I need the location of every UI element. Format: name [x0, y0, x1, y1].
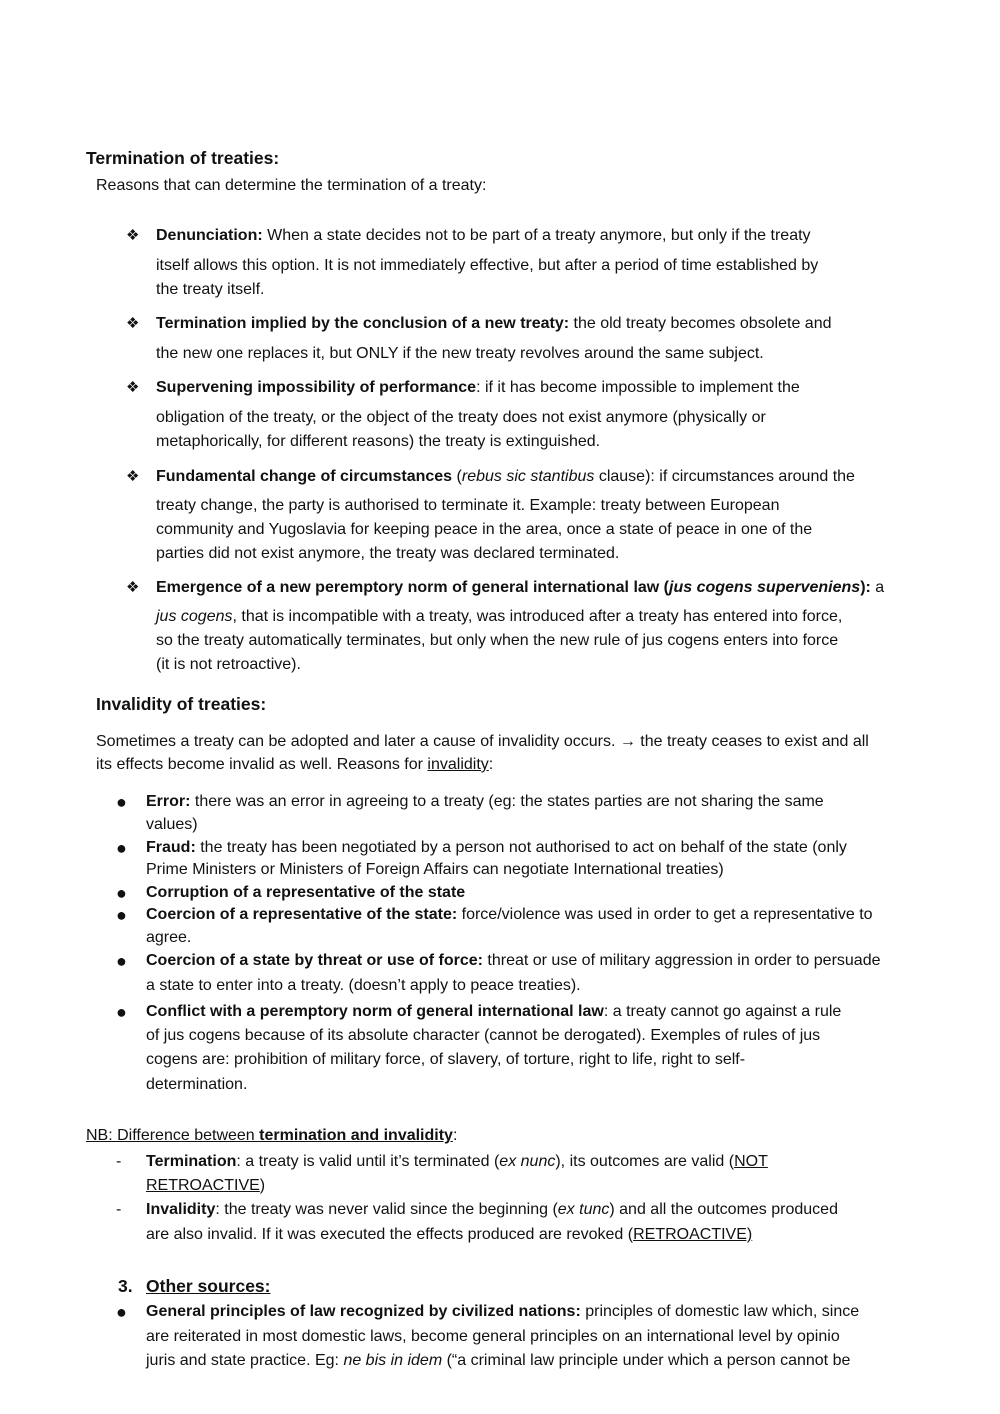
jus-cogens-line-3: so the treaty automatically terminates, but only when the new rule of jus cogens enters into force — [156, 632, 839, 649]
corruption-line-1: Corruption of a representative of the state — [146, 884, 466, 901]
round-bullet-icon: ● — [116, 1002, 127, 1022]
round-bullet-icon: ● — [116, 792, 127, 812]
round-bullet-icon: ● — [116, 838, 127, 858]
coercion-representative-line-1: Coercion of a representative of the state: force/violence was used in order to get a representative to — [146, 906, 873, 923]
nb-invalidity-line-2: are also invalid. If it was executed the effects produced are revoked (RETROACTIVE) — [146, 1226, 753, 1243]
round-bullet-icon: ● — [116, 1302, 127, 1322]
invalidity-intro-line-2: its effects become invalid as well. Reasons for invalidity: — [96, 756, 494, 773]
round-bullet-icon: ● — [116, 951, 127, 971]
termination-heading: Termination of treaties: — [86, 148, 280, 168]
change-circumstances-line-1: Fundamental change of circumstances (rebus sic stantibus clause): if circumstances around the — [156, 468, 855, 485]
invalidity-heading: Invalidity of treaties: — [96, 694, 267, 714]
diamond-bullet-icon: ❖ — [126, 315, 140, 332]
diamond-bullet-icon: ❖ — [126, 468, 140, 485]
coercion-state-line-1: Coercion of a state by threat or use of force: threat or use of military aggression in order to persuade — [146, 952, 881, 969]
dash-bullet-icon: - — [116, 1153, 122, 1170]
new-treaty-line-1: Termination implied by the conclusion of a new treaty: the old treaty becomes obsolete and — [156, 315, 832, 332]
denunciation-line-3: the treaty itself. — [156, 281, 265, 298]
impossibility-line-2: obligation of the treaty, or the object of the treaty does not exist anymore (physically or — [156, 409, 766, 426]
round-bullet-icon: ● — [116, 883, 127, 903]
new-treaty-line-2: the new one replaces it, but ONLY if the new treaty revolves around the same subject. — [156, 345, 764, 362]
general-principles-line-2: are reiterated in most domestic laws, become general principles on an international level by opinio — [146, 1328, 840, 1345]
jus-cogens-line-4: (it is not retroactive). — [156, 656, 301, 673]
general-principles-line-3: juris and state practice. Eg: ne bis in idem (“a criminal law principle under which a person cannot be — [146, 1352, 851, 1369]
change-circumstances-line-4: parties did not exist anymore, the treaty was declared terminated. — [156, 545, 620, 562]
change-circumstances-line-3: community and Yugoslavia for keeping peace in the area, once a state of peace in one of the — [156, 521, 813, 538]
denunciation-title: Denunciation: — [156, 227, 263, 244]
jus-cogens-line-1: Emergence of a new peremptory norm of general international law (jus cogens superveniens): a — [156, 579, 885, 596]
termination-intro: Reasons that can determine the termination of a treaty: — [96, 177, 487, 194]
error-line-2: values) — [146, 816, 198, 833]
denunciation-line-2: itself allows this option. It is not immediately effective, but after a period of time established by — [156, 257, 819, 274]
general-principles-line-1: General principles of law recognized by civilized nations: principles of domestic law which, since — [146, 1303, 860, 1320]
change-circumstances-line-2: treaty change, the party is authorised to terminate it. Example: treaty between European — [156, 497, 780, 514]
diamond-bullet-icon: ❖ — [126, 227, 140, 244]
jus-cogens-line-2: jus cogens, that is incompatible with a treaty, was introduced after a treaty has entered into force, — [156, 608, 843, 625]
denunciation-line-1: Denunciation: When a state decides not to be part of a treaty anymore, but only if the treaty — [156, 227, 811, 244]
peremptory-norm-line-2: of jus cogens because of its absolute character (cannot be derogated). Exemples of rules of jus — [146, 1027, 821, 1044]
jus-cogens-title: Emergence of a new peremptory norm of general international law (jus cogens superveniens): — [156, 579, 871, 596]
round-bullet-icon: ● — [116, 905, 127, 925]
error-line-1: Error: there was an error in agreeing to a treaty (eg: the states parties are not sharing the same — [146, 793, 824, 810]
nb-termination-line-1: Termination: a treaty is valid until it’s terminated (ex nunc), its outcomes are valid (NOT — [146, 1153, 768, 1170]
nb-termination-line-2: RETROACTIVE) — [146, 1177, 266, 1194]
peremptory-norm-line-3: cogens are: prohibition of military force, of slavery, of torture, right to life, right to self- — [146, 1051, 746, 1068]
invalidity-intro-line-1: Sometimes a treaty can be adopted and later a cause of invalidity occurs. → the treaty ceases to exist and all — [96, 733, 869, 750]
fraud-line-2: Prime Ministers or Ministers of Foreign Affairs can negotiate International treaties) — [146, 861, 724, 878]
nb-heading: NB: Difference between termination and invalidity: — [86, 1127, 458, 1144]
peremptory-norm-line-4: determination. — [146, 1076, 248, 1093]
nb-invalidity-line-1: Invalidity: the treaty was never valid since the beginning (ex tunc) and all the outcomes produced — [146, 1201, 838, 1218]
coercion-state-line-2: a state to enter into a treaty. (doesn’t apply to peace treaties). — [146, 977, 581, 994]
coercion-representative-line-2: agree. — [146, 929, 192, 946]
diamond-bullet-icon: ❖ — [126, 579, 140, 596]
peremptory-norm-line-1: Conflict with a peremptory norm of general international law: a treaty cannot go against a rule — [146, 1003, 842, 1020]
dash-bullet-icon: - — [116, 1201, 122, 1218]
section-number: 3. — [118, 1276, 133, 1296]
diamond-bullet-icon: ❖ — [126, 379, 140, 396]
fraud-line-1: Fraud: the treaty has been negotiated by a person not authorised to act on behalf of the state (only — [146, 839, 847, 856]
impossibility-title: Supervening impossibility of performance — [156, 379, 477, 396]
impossibility-line-1: Supervening impossibility of performance: if it has become impossible to implement the — [156, 379, 800, 396]
change-circumstances-title: Fundamental change of circumstances — [156, 468, 453, 485]
other-sources-heading: Other sources: — [146, 1276, 271, 1296]
impossibility-line-3: metaphorically, for different reasons) the treaty is extinguished. — [156, 433, 601, 450]
new-treaty-title: Termination implied by the conclusion of a new treaty: — [156, 315, 570, 332]
